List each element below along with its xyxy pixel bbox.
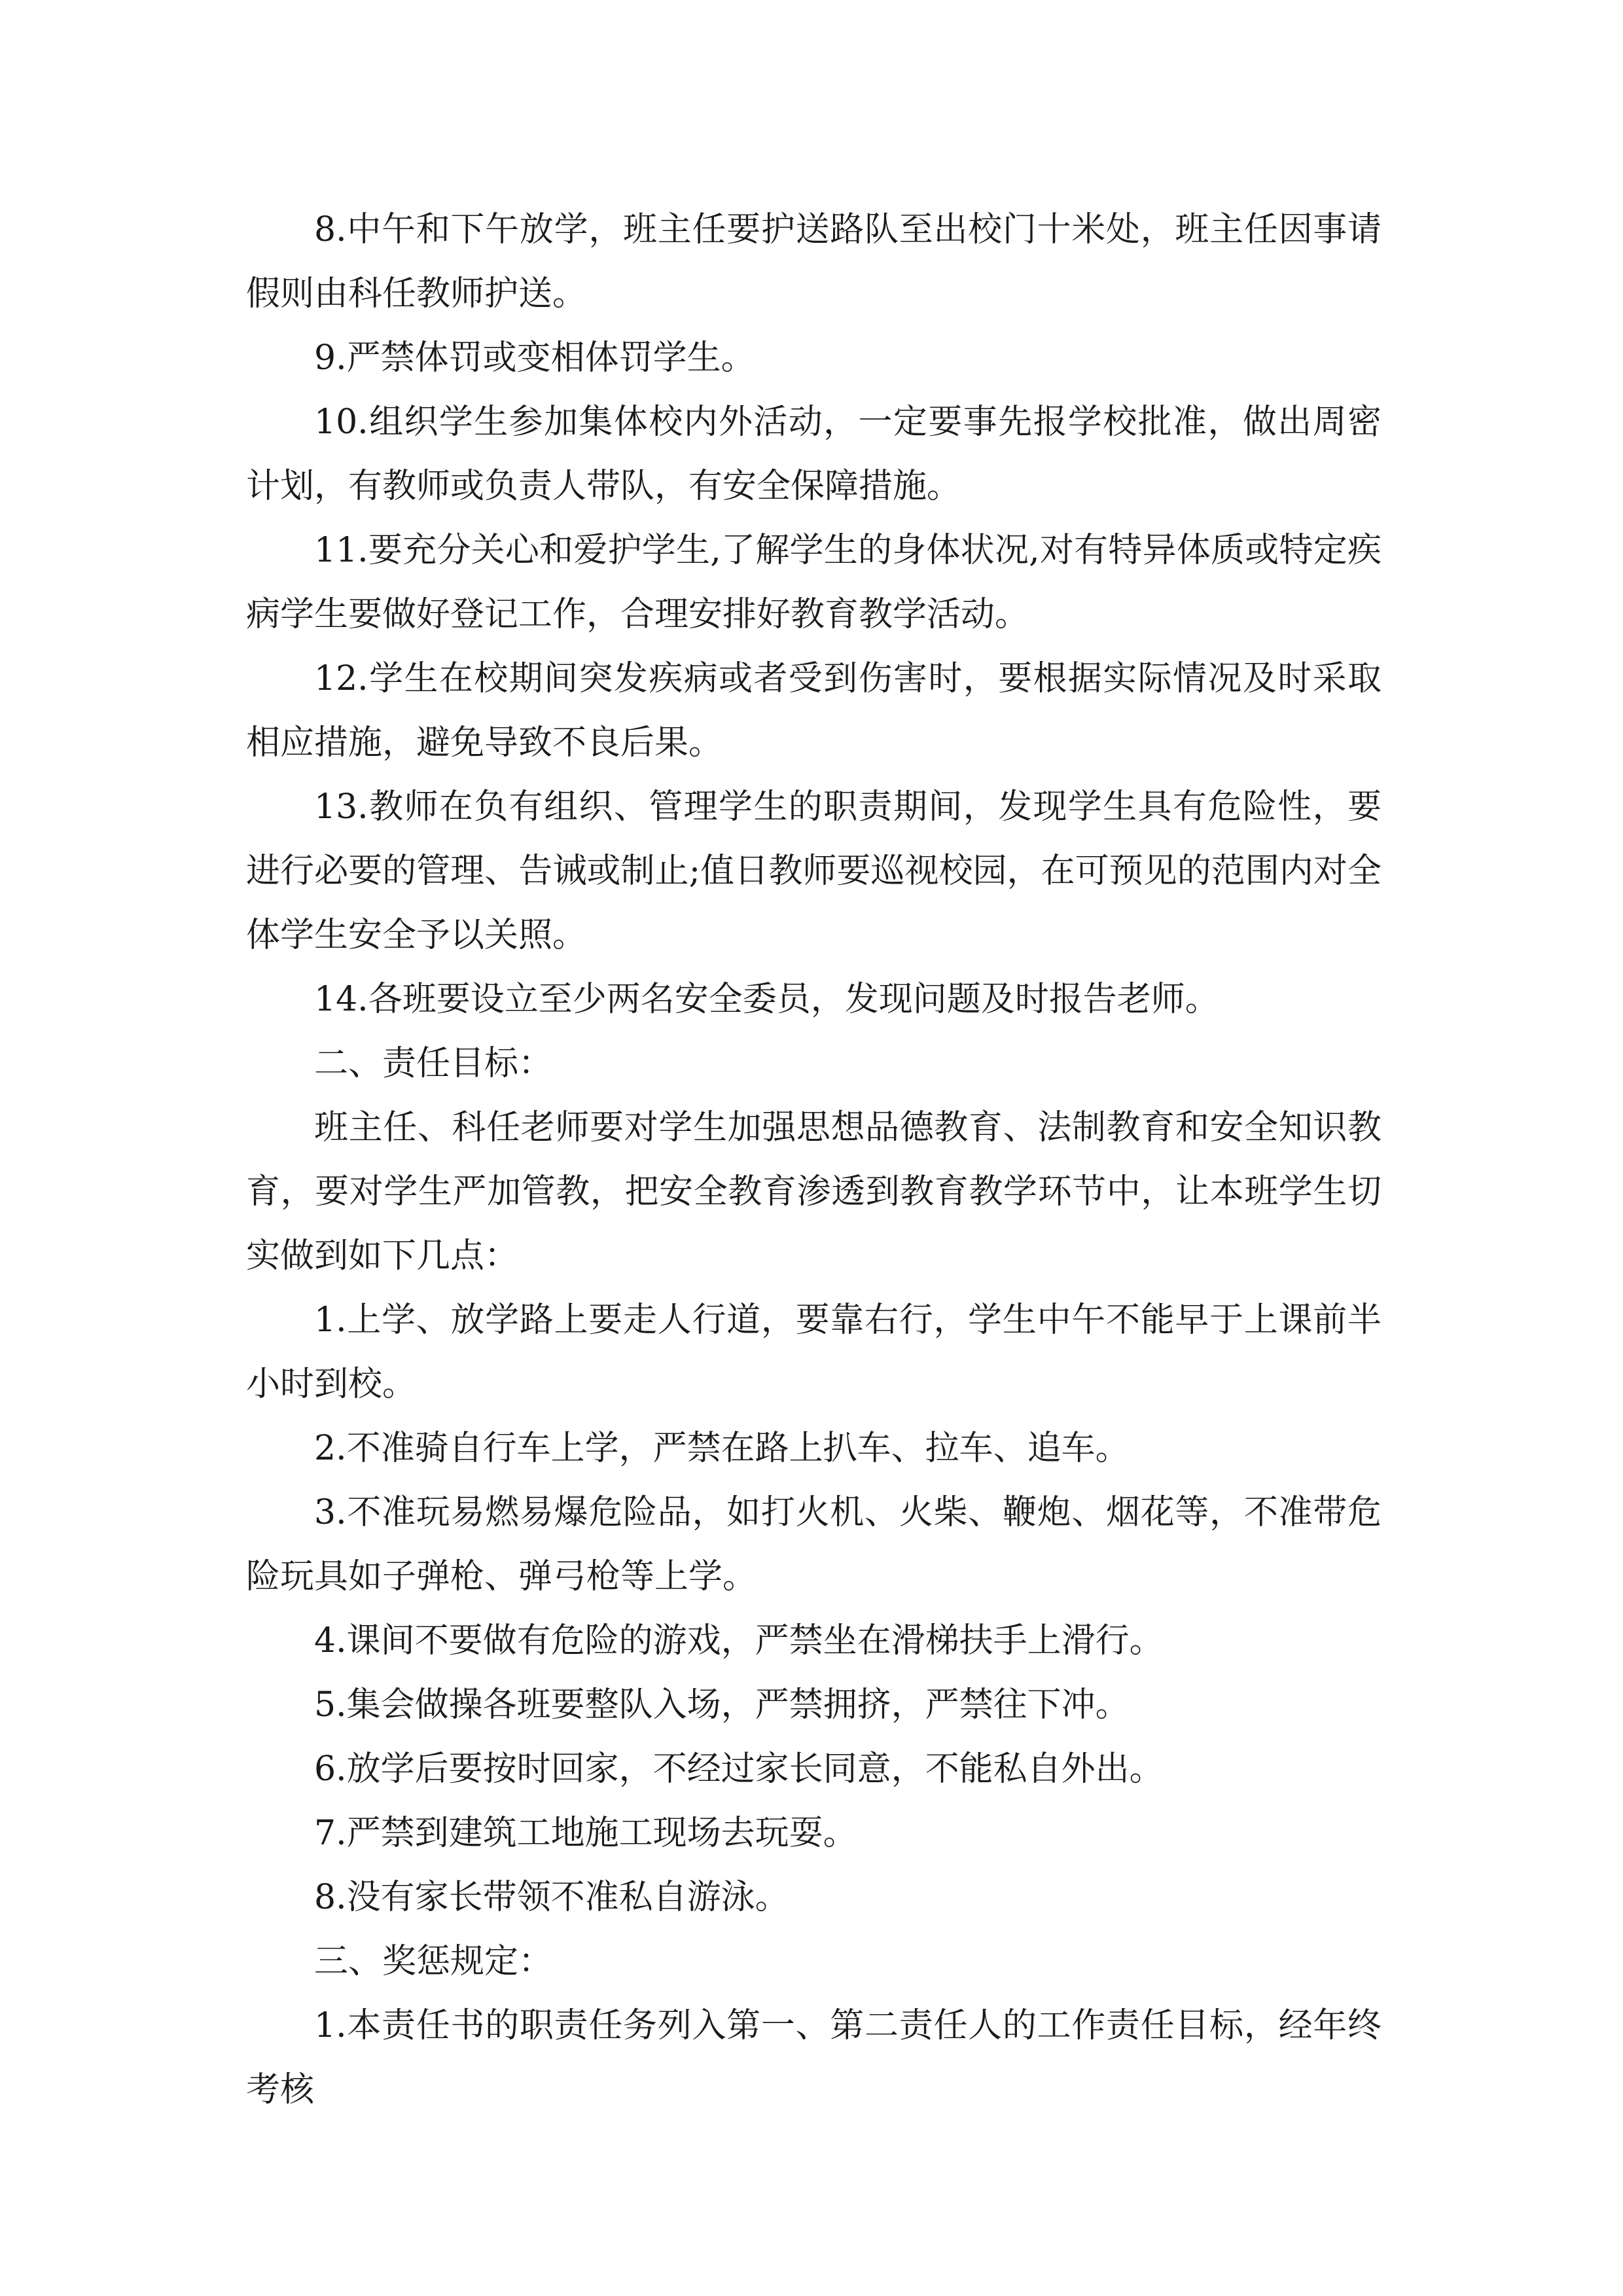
paragraph-construction-sites: 7.严禁到建筑工地施工现场去玩耍。 bbox=[314, 1814, 857, 1853]
paragraph-goals-intro: 班主任、科任老师要对学生加强思想品德教育、法制教育和安全知识教育，要对学生严加管教，把安全教育渗透到教育教学环节中，让本班学生切实做到如下几点： bbox=[246, 1108, 1382, 1276]
paragraph-student-health: 11.要充分关心和爱护学生,了解学生的身体状况,对有特异体质或特定疾病学生要做好登记工作，合理安排好教育教学活动。 bbox=[246, 531, 1382, 634]
paragraph-no-corporal-punishment: 9.严禁体罚或变相体罚学生。 bbox=[314, 338, 755, 378]
document-body bbox=[246, 198, 1382, 2122]
paragraph-sudden-illness: 12.学生在校期间突发疾病或者受到伤害时，要根据实际情况及时采取相应措施，避免导致不良后果。 bbox=[246, 659, 1382, 762]
paragraph-teacher-escort: 8.中午和下午放学，班主任要护送路队至出校门十米处，班主任因事请假则由科任教师护送。 bbox=[246, 210, 1382, 314]
paragraph-group-activities: 10.组织学生参加集体校内外活动，一定要事先报学校批准，做出周密计划，有教师或负责人带队，有安全保障措施。 bbox=[246, 403, 1382, 506]
paragraph-annual-assessment: 1.本责任书的职责任务列入第一、第二责任人的工作责任目标，经年终考核 bbox=[246, 2006, 1382, 2109]
paragraph-no-bicycles: 2.不准骑自行车上学，严禁在路上扒车、拉车、追车。 bbox=[314, 1429, 1130, 1468]
paragraph-safety-committee: 14.各班要设立至少两名安全委员，发现问题及时报告老师。 bbox=[314, 980, 1219, 1019]
paragraph-assembly: 5.集会做操各班要整队入场，严禁拥挤，严禁往下冲。 bbox=[314, 1685, 1130, 1725]
paragraph-recess-games: 4.课间不要做有危险的游戏，严禁坐在滑梯扶手上滑行。 bbox=[314, 1621, 1164, 1660]
paragraph-go-home: 6.放学后要按时回家，不经过家长同意，不能私自外出。 bbox=[314, 1749, 1164, 1789]
paragraph-no-hazardous-items: 3.不准玩易燃易爆危险品，如打火机、火柴、鞭炮、烟花等，不准带危险玩具如子弹枪、弹弓枪等上学。 bbox=[246, 1493, 1382, 1596]
paragraph-teacher-duty: 13.教师在负有组织、管理学生的职责期间，发现学生具有危险性，要进行必要的管理、告诫或制止;值日教师要巡视校园，在可预见的范围内对全体学生安全予以关照。 bbox=[246, 787, 1382, 955]
paragraph-swimming: 8.没有家长带领不准私自游泳。 bbox=[314, 1878, 789, 1917]
section-heading-rewards-penalties: 三、奖惩规定： bbox=[314, 1942, 553, 1981]
section-heading-responsibility-goals: 二、责任目标： bbox=[314, 1044, 553, 1083]
paragraph-road-safety: 1.上学、放学路上要走人行道，要靠右行，学生中午不能早于上课前半小时到校。 bbox=[246, 1300, 1382, 1404]
